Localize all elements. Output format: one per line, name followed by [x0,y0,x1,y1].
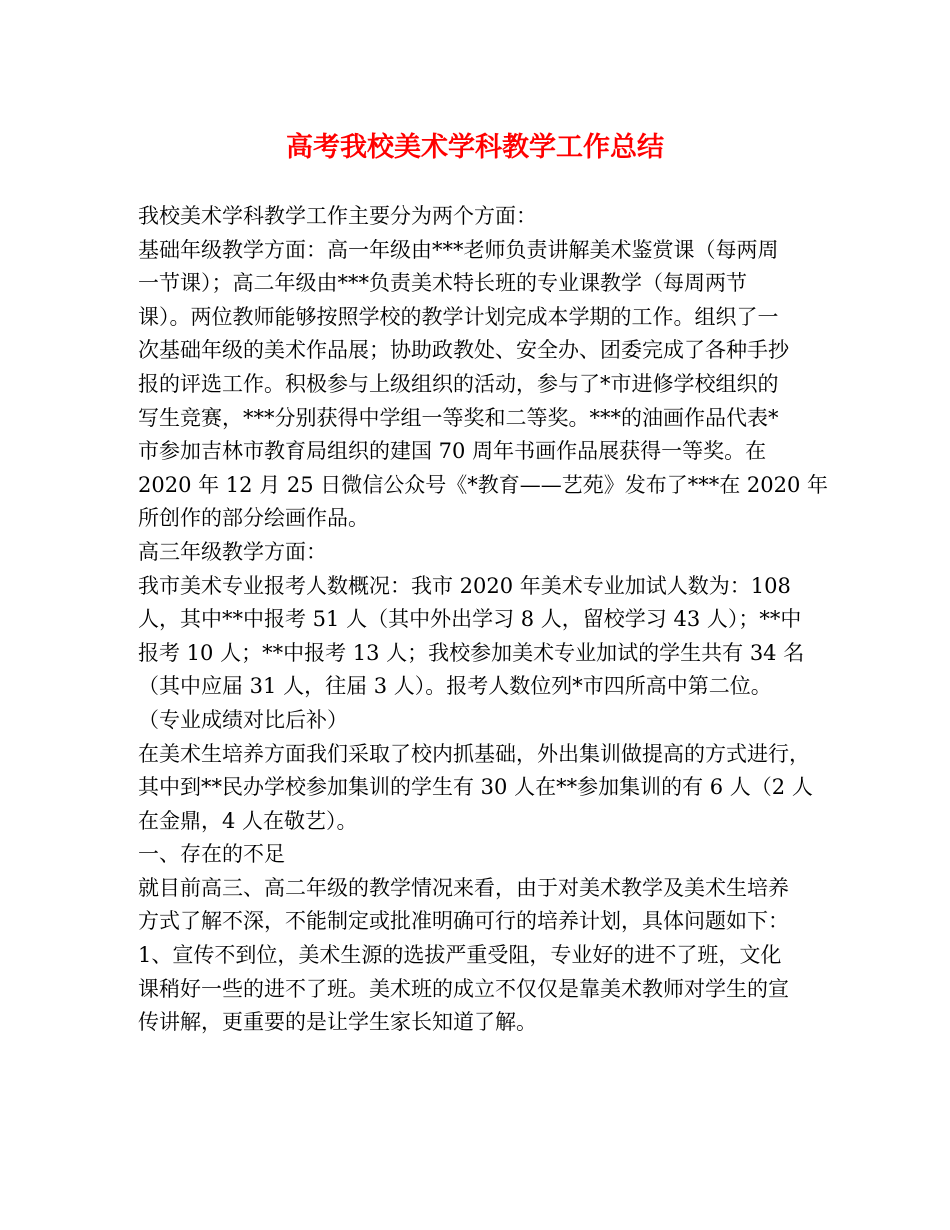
body-line: 人，其中**中报考 51 人（其中外出学习 8 人，留校学习 43 人）；**中 [138,607,802,632]
body-line: 在金鼎，4 人在敬艺）。 [138,808,358,833]
body-line: 就目前高三、高二年级的教学情况来看，由于对美术教学及美术生培养 [138,875,789,900]
body-line: 方式了解不深，不能制定或批准明确可行的培养计划，具体问题如下： [138,909,789,934]
body-line: 市参加吉林市教育局组织的建国 70 周年书画作品展获得一等奖。在 [138,439,767,464]
section-heading: 一、存在的不足 [138,842,285,867]
body-line: 次基础年级的美术作品展；协助政教处、安全办、团委完成了各种手抄 [138,338,789,363]
body-line: 基础年级教学方面：高一年级由***老师负责讲解美术鉴赏课（每两周 [138,237,779,262]
body-line: 2020 年 12 月 25 日微信公众号《*教育——艺苑》发布了***在 2020 年 [138,472,829,497]
body-line: 报的评选工作。积极参与上级组织的活动，参与了*市进修学校组织的 [138,371,779,396]
body-line: 传讲解，更重要的是让学生家长知道了解。 [138,1010,537,1035]
body-line: 1、宣传不到位，美术生源的选拔严重受阻，专业好的进不了班，文化 [138,943,782,968]
body-line: 高三年级教学方面： [138,539,327,564]
body-line: 我校美术学科教学工作主要分为两个方面： [138,204,537,228]
body-line: 写生竞赛，***分别获得中学组一等奖和二等奖。***的油画作品代表* [138,405,779,430]
body-line: 一节课）；高二年级由***负责美术特长班的专业课教学（每周两节 [138,271,747,296]
body-line: 我市美术专业报考人数概况：我市 2020 年美术专业加试人数为：108 [138,573,791,598]
body-line: 在美术生培养方面我们采取了校内抓基础，外出集训做提高的方式进行， [138,741,810,766]
document-body [138,200,829,1040]
document-title: 高考我校美术学科教学工作总结 [286,132,664,163]
body-line: （专业成绩对比后补） [138,707,348,732]
body-line: 报考 10 人；**中报考 13 人；我校参加美术专业加试的学生共有 34 名 [138,640,805,665]
body-line: 其中到**民办学校参加集训的学生有 30 人在**参加集训的有 6 人（2 人 [138,775,813,800]
body-line: 所创作的部分绘画作品。 [138,506,369,531]
body-line: 课稍好一些的进不了班。美术班的成立不仅仅是靠美术教师对学生的宣 [138,976,789,1001]
body-line: （其中应届 31 人，往届 3 人）。报考人数位列*市四所高中第二位。 [138,674,772,699]
body-line: 课）。两位教师能够按照学校的教学计划完成本学期的工作。组织了一 [138,304,779,329]
